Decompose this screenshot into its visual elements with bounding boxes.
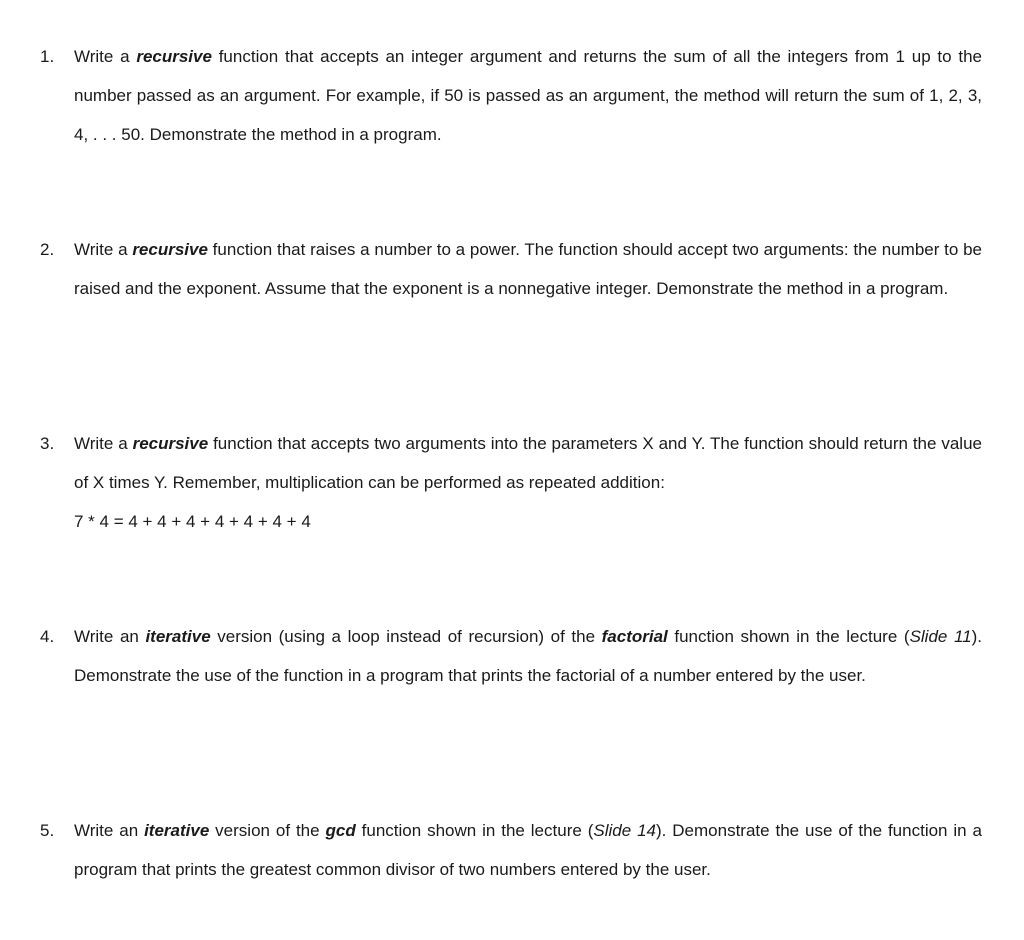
emphasis-recursive: recursive [132,434,209,453]
slide-reference: Slide 11 [909,627,972,646]
text-segment: function that accepts an integer argument and returns the sum of all the integers from 1 up to the number passed as an argument. For example, if 50 is passed as an argument, the method will return the sum of 1, 2, 3, 4, . . . 50. Demonstrate the method in a program. [74,47,982,144]
emphasis-gcd: gcd [325,821,356,840]
emphasis-factorial: factorial [601,627,668,646]
question-text [74,811,982,889]
text-segment: function that accepts two arguments into the parameters X and Y. The function should return the value of X times Y. Remember, multiplication can be performed as repeated addition: [74,434,982,492]
text-segment: ). Demonstrate the use of the function in a program that prints the greatest common divisor of two numbers entered by the user. [74,821,982,879]
question-number: 1. [40,47,55,66]
text-segment: Write an [74,627,146,646]
text-segment: Write a [74,240,133,259]
question-text [74,230,982,308]
text-segment: Write a [74,47,137,66]
question-number: 4. [40,627,55,646]
text-segment: version of the [209,821,326,840]
text-segment: function shown in the lecture ( [355,821,594,840]
question-number: 2. [40,240,55,259]
question-text [74,37,982,154]
question-number: 3. [40,434,55,453]
text-segment: function shown in the lecture ( [667,627,910,646]
emphasis-iterative: iterative [145,627,211,646]
multiplication-formula: 7 * 4 = 4 + 4 + 4 + 4 + 4 + 4 + 4 [74,512,311,531]
emphasis-recursive: recursive [136,47,212,66]
question-text [74,424,982,541]
text-segment: Write a [74,434,133,453]
emphasis-iterative: iterative [144,821,210,840]
question-text [74,617,982,695]
emphasis-recursive: recursive [132,240,208,259]
text-segment: function that raises a number to a power. The function should accept two arguments: the number to be raised and the exponent. Assume that the exponent is a nonnegative integer. Demonstrate the method in a program. [74,240,982,298]
slide-reference: Slide 14 [593,821,656,840]
text-segment: version (using a loop instead of recursion) of the [210,627,602,646]
text-segment: ). Demonstrate the use of the function in a program that prints the factorial of a number entered by the user. [74,627,982,685]
text-segment: Write an [74,821,145,840]
question-number: 5. [40,821,55,840]
